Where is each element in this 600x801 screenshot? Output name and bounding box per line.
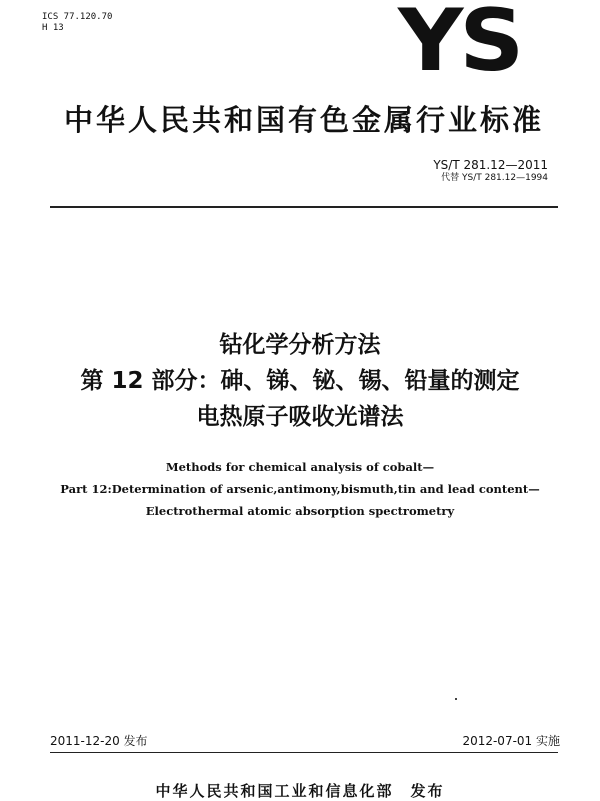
class-code: H 13 [42, 23, 64, 33]
classification-codes [42, 12, 112, 34]
standard-code: YS/T 281.12—2011 [433, 158, 548, 172]
replaces-code: 代替 YS/T 281.12—1994 [441, 173, 548, 183]
implement-date: 2012-07-01 实施 [462, 734, 560, 748]
title-en-line3: Electrothermal atomic absorption spectrometry [145, 504, 455, 518]
title-en-line1: Methods for chemical analysis of cobalt— [165, 460, 435, 474]
ys-logo: YS [398, 0, 521, 91]
title-en-line2: Part 12:Determination of arsenic,antimony,bismuth,tin and lead content— [60, 482, 540, 496]
title-zh-line1: 钴化学分析方法 [219, 332, 381, 358]
top-divider [50, 206, 558, 208]
org-title: 中华人民共和国有色金属行业标准 [63, 103, 544, 137]
title-zh-line2: 第 12 部分：砷、锑、铋、锡、铅量的测定 [80, 368, 520, 394]
ics-code: ICS 77.120.70 [42, 12, 113, 22]
issue-date: 2011-12-20 发布 [50, 734, 148, 748]
bottom-divider [50, 752, 558, 753]
scan-speck [455, 698, 457, 700]
issuer: 中华人民共和国工业和信息化部 发布 [155, 782, 445, 800]
title-zh-line3: 电热原子吸收光谱法 [196, 404, 404, 430]
